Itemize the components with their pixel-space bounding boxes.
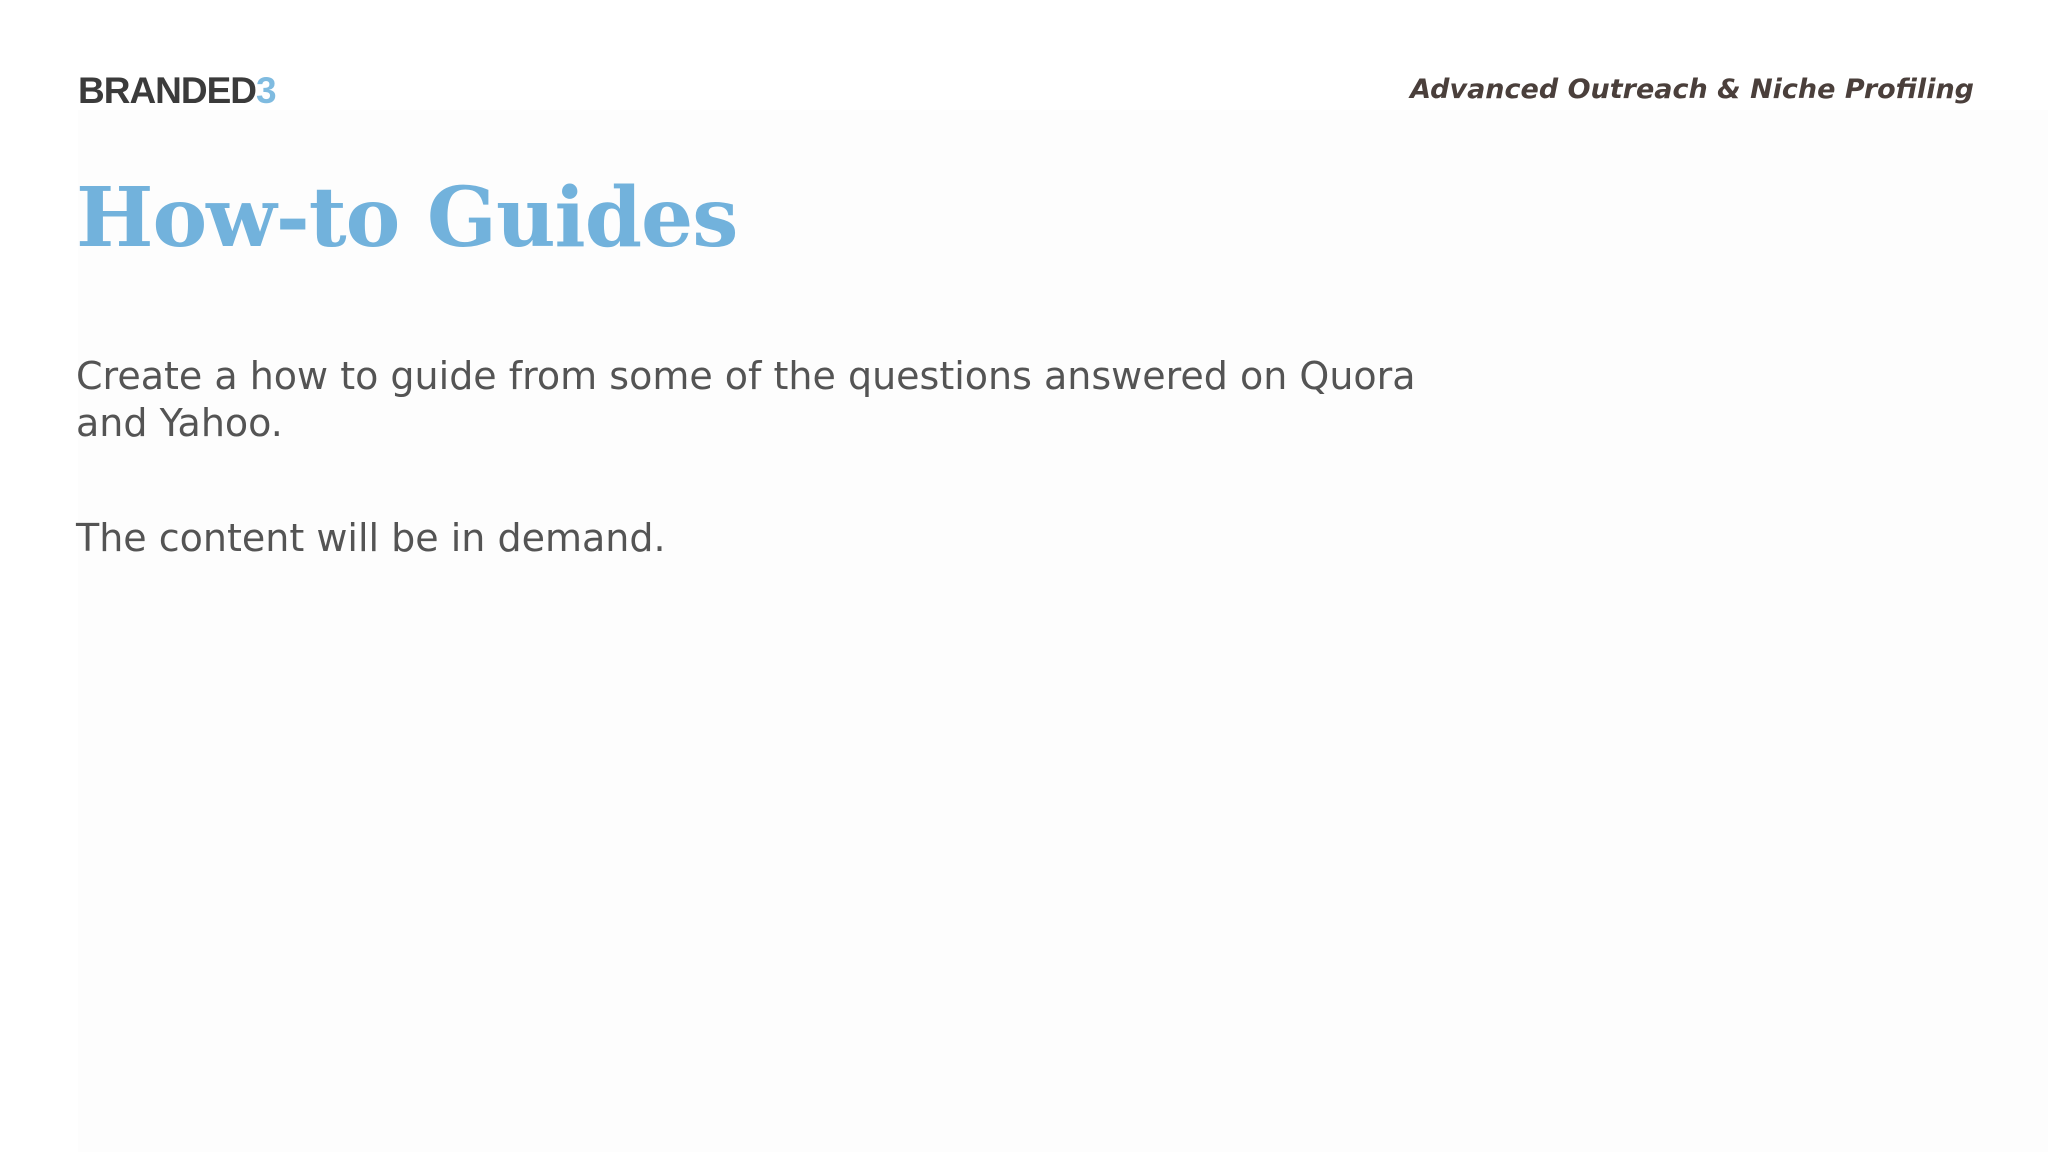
logo-word: BRANDED <box>78 70 256 111</box>
body-paragraph-2: The content will be in demand. <box>76 516 666 560</box>
presentation-subtitle: Advanced Outreach & Niche Profiling <box>1410 74 1974 105</box>
brand-logo <box>78 70 276 112</box>
body-paragraph-1: Create a how to guide from some of the questions answered on Quora and Yahoo. <box>76 354 1416 445</box>
slide-title: How-to Guides <box>76 170 738 266</box>
logo-number: 3 <box>256 70 276 111</box>
